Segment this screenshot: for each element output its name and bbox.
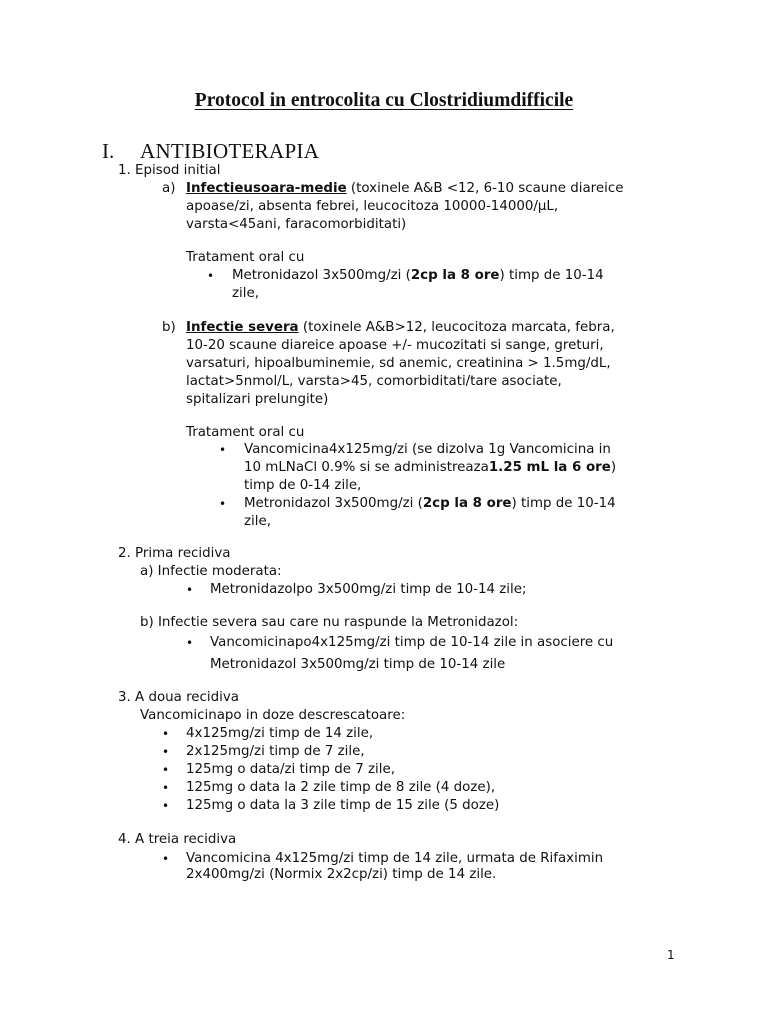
item1a-bullet1: Metronidazol 3x500mg/zi (2cp la 8 ore) timp de 10-14: [232, 268, 604, 283]
item1a-line3: varsta<45ani, faracomorbiditati): [186, 217, 407, 232]
bullet-icon: •: [162, 745, 170, 759]
item2b-label: b) Infectie severa sau care nu raspunde la Metronidazol:: [140, 615, 519, 630]
item1a-marker: a): [162, 181, 176, 196]
bullet-icon: •: [219, 443, 227, 457]
item3-bullet: 125mg o data/zi timp de 7 zile,: [186, 762, 395, 777]
item1a-treatment: Tratament oral cu: [186, 250, 305, 265]
item1b-line1: Infectie severa (toxinele A&B>12, leucocitoza marcata, febra,: [186, 320, 615, 335]
item1b-line2: 10-20 scaune diareice apoase +/- mucozitati si sange, greturi,: [186, 338, 604, 353]
item1b-line3: varsaturi, hipoalbuminemie, sd anemic, creatinina > 1.5mg/dL,: [186, 356, 611, 371]
item1b-bullet1-line3: timp de 0-14 zile,: [244, 478, 362, 493]
item3-bullet: 125mg o data la 3 zile timp de 15 zile (5 doze): [186, 798, 500, 813]
bullet-icon: •: [207, 269, 215, 283]
item1b-bullet2: Metronidazol 3x500mg/zi (2cp la 8 ore) timp de 10-14: [244, 496, 616, 511]
item1b-marker: b): [162, 320, 176, 335]
bullet-icon: •: [162, 781, 170, 795]
document-title: Protocol in entrocolita cu Clostridiumdifficile: [194, 90, 574, 111]
item3-bullet: 2x125mg/zi timp de 7 zile,: [186, 744, 365, 759]
bullet-icon: •: [162, 727, 170, 741]
bullet-icon: •: [186, 636, 194, 650]
item1b-line5: spitalizari prelungite): [186, 392, 329, 407]
item4-label: 4. A treia recidiva: [118, 832, 237, 847]
bullet-icon: •: [162, 852, 170, 866]
section-number: I.: [102, 139, 115, 163]
item1a-heading: Infectieusoara-medie: [186, 181, 347, 196]
item3-subtitle: Vancomicinapo in doze descrescatoare:: [140, 708, 406, 723]
item2b-bullet1-line2: Metronidazol 3x500mg/zi timp de 10-14 zile: [210, 657, 506, 672]
item1b-bullet1-line2: 10 mLNaCl 0.9% si se administreaza1.25 mL la 6 ore): [244, 460, 617, 475]
item1a-line1: Infectieusoara-medie (toxinele A&B <12, 6-10 scaune diareice: [186, 181, 624, 196]
item4-bullet1-line1: Vancomicina 4x125mg/zi timp de 14 zile, urmata de Rifaximin: [186, 851, 604, 866]
page-number: 1: [667, 948, 675, 962]
item1a-line2: apoase/zi, absenta febrei, leucocitoza 10000-14000/μL,: [186, 199, 559, 214]
item1b-bullet1-line1: Vancomicina4x125mg/zi (se dizolva 1g Vancomicina in: [244, 442, 611, 457]
item2b-bullet1-line1: Vancomicinapo4x125mg/zi timp de 10-14 zile in asociere cu: [210, 635, 614, 650]
item2-label: 2. Prima recidiva: [118, 546, 231, 561]
item3-bullet: 4x125mg/zi timp de 14 zile,: [186, 726, 374, 741]
item3-label: 3. A doua recidiva: [118, 690, 239, 705]
item4-bullet1-line2: 2x400mg/zi (Normix 2x2cp/zi) timp de 14 zile.: [186, 867, 497, 882]
bullet-icon: •: [162, 799, 170, 813]
item2a-bullet1: Metronidazolpo 3x500mg/zi timp de 10-14 zile;: [210, 582, 527, 597]
item1a-bullet1-cont: zile,: [232, 286, 259, 301]
item2a-label: a) Infectie moderata:: [140, 564, 282, 579]
section-title: ANTIBIOTERAPIA: [140, 139, 320, 163]
bullet-icon: •: [186, 583, 194, 597]
bullet-icon: •: [219, 497, 227, 511]
item1b-bullet2-cont: zile,: [244, 514, 271, 529]
item1-label: 1. Episod initial: [118, 163, 221, 178]
item1b-line4: lactat>5nmol/L, varsta>45, comorbiditati/tare asociate,: [186, 374, 562, 389]
bullet-icon: •: [162, 763, 170, 777]
item1b-treatment: Tratament oral cu: [186, 425, 305, 440]
item1b-heading: Infectie severa: [186, 320, 299, 335]
item3-bullet: 125mg o data la 2 zile timp de 8 zile (4 doze),: [186, 780, 496, 795]
